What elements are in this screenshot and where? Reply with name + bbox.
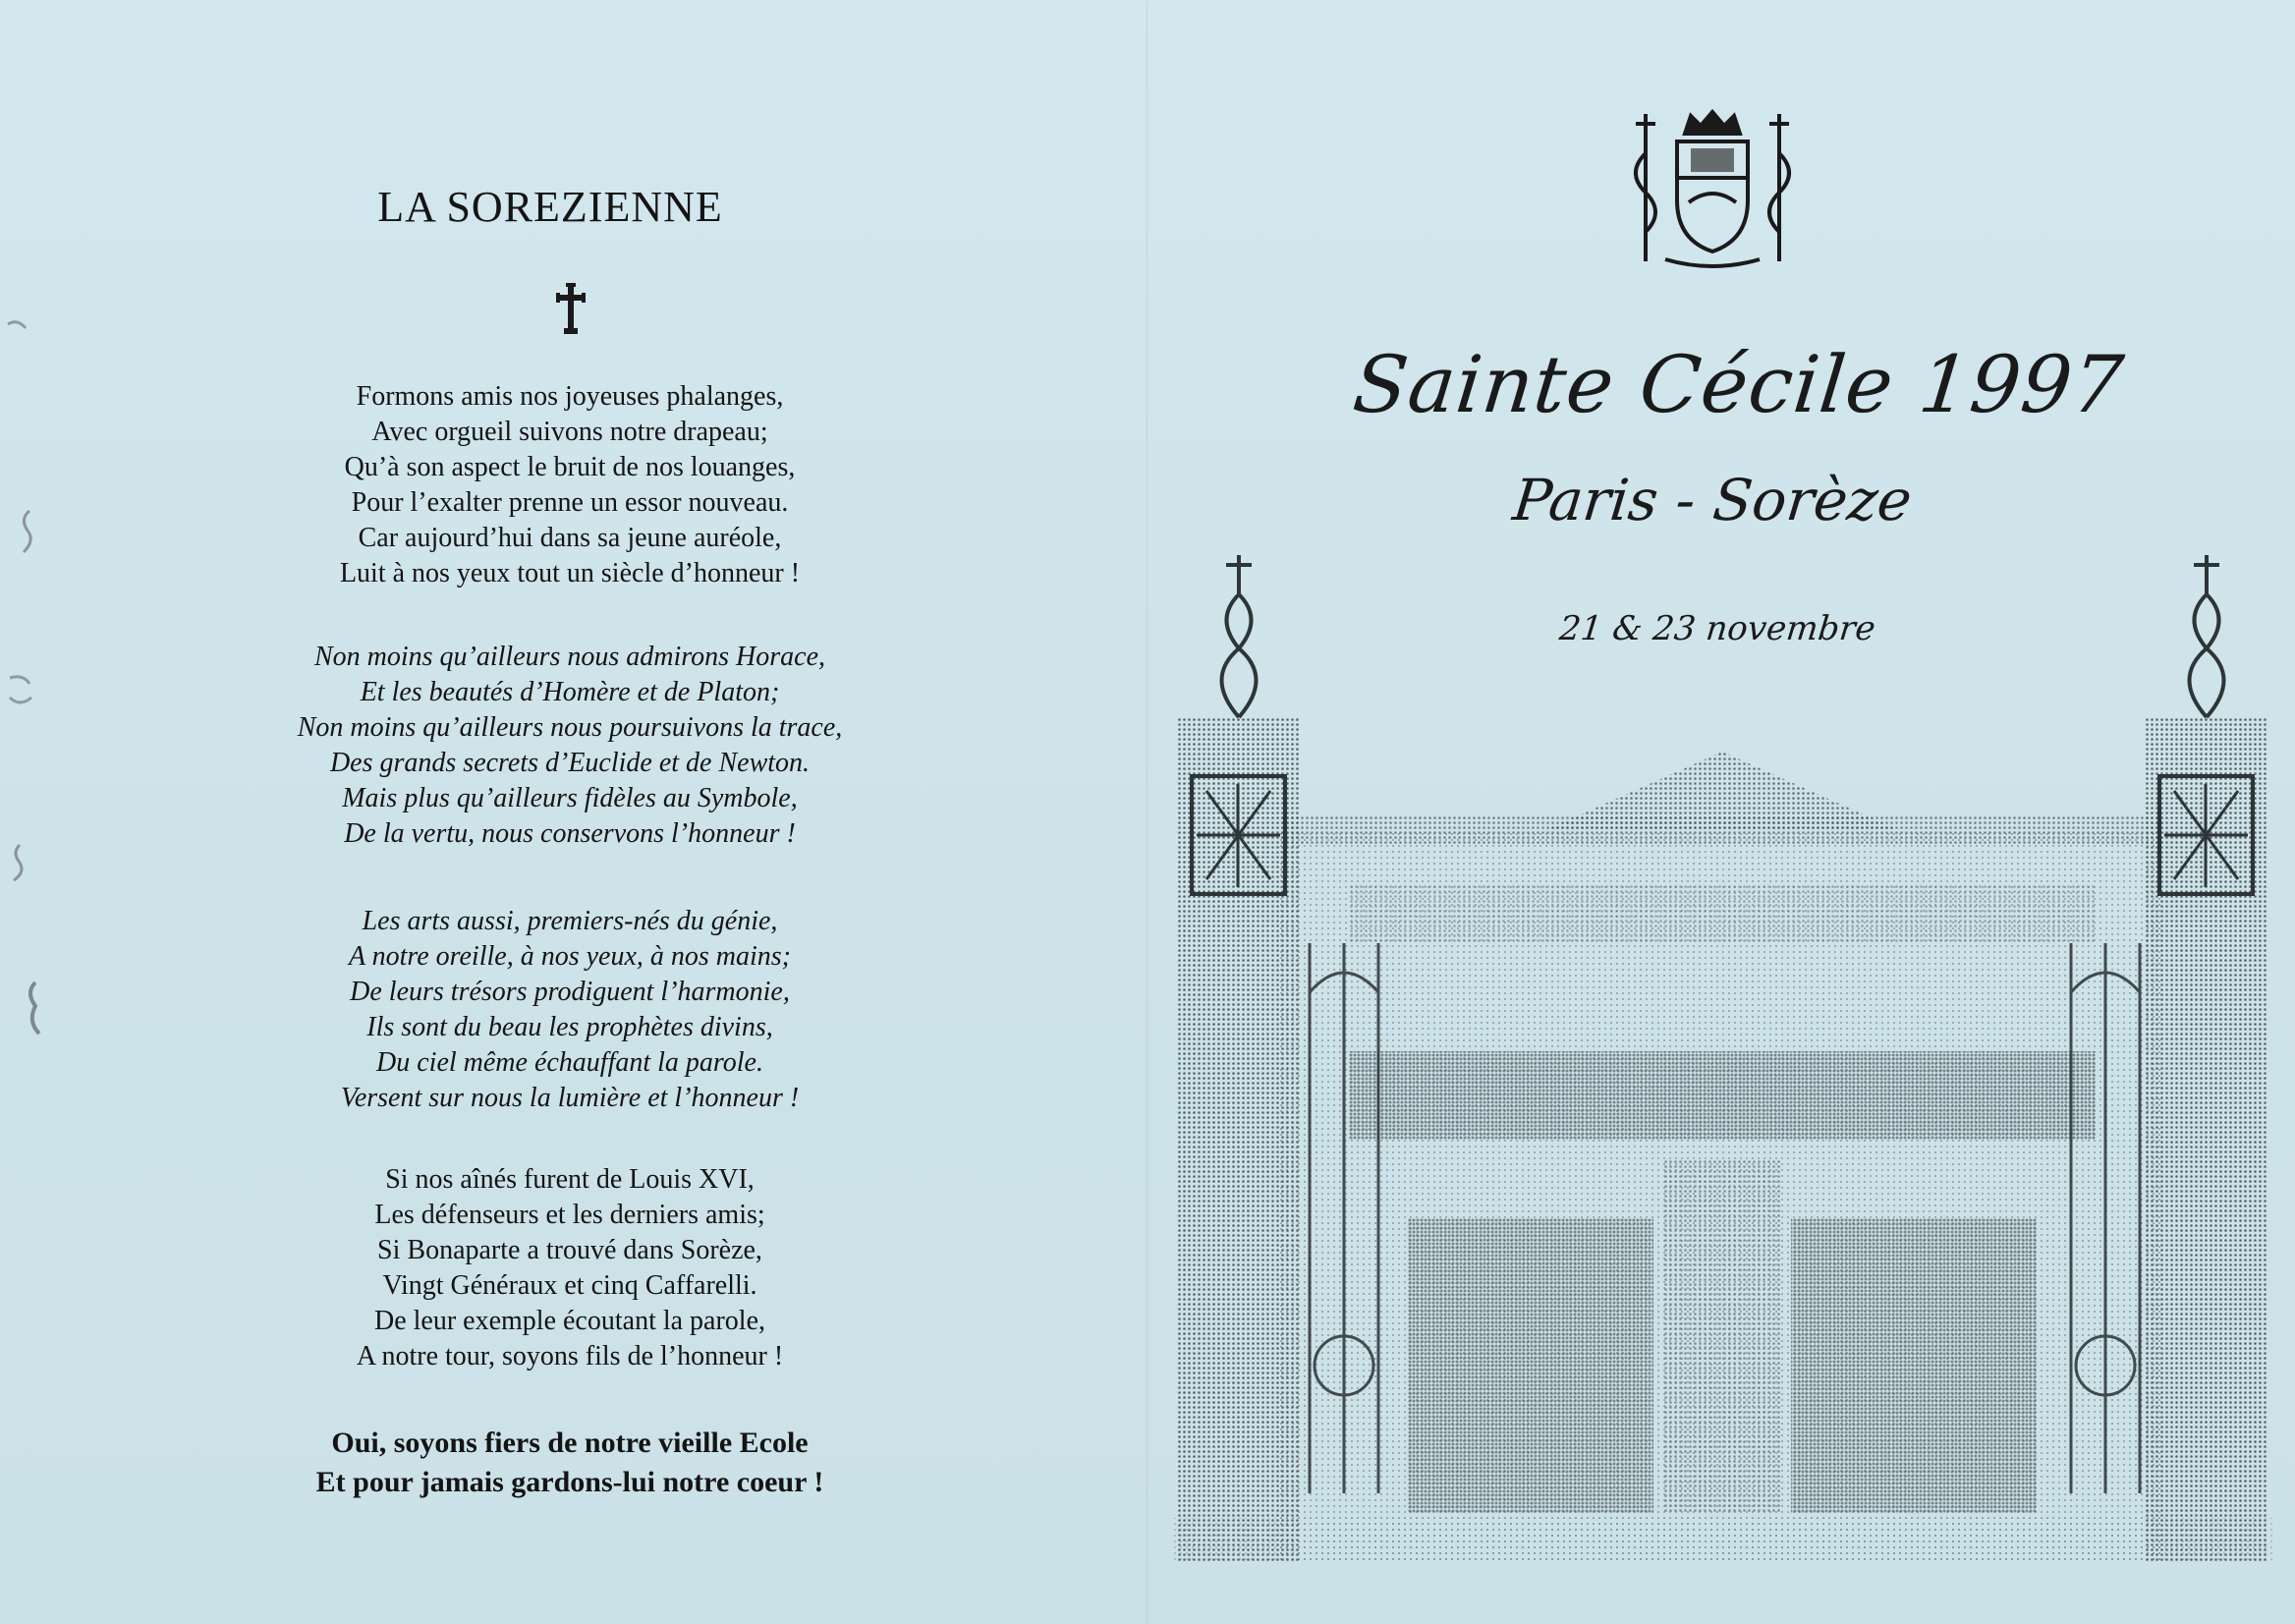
verse-line: De leurs trésors prodiguent l’harmonie,	[350, 977, 790, 1007]
stanza-3	[177, 904, 963, 1116]
right-page	[1148, 0, 2295, 1624]
verse-line: Mais plus qu’ailleurs fidèles au Symbole,	[342, 783, 798, 813]
verse-line: Ils sont du beau les prophètes divins,	[366, 1012, 773, 1042]
verse-line: Non moins qu’ailleurs nous admirons Horace,	[313, 642, 826, 672]
verse-line: Oui, soyons fiers de notre vieille Ecole	[331, 1427, 809, 1459]
verse-line: Si Bonaparte a trouvé dans Sorèze,	[377, 1235, 762, 1265]
gate-illustration	[1172, 531, 2272, 1562]
stanza-2	[177, 640, 963, 852]
verse-line: Luit à nos yeux tout un siècle d’honneur !	[339, 558, 801, 588]
verse-line: Pour l’exalter prenne un essor nouveau.	[351, 487, 789, 518]
verse-line: Versent sur nous la lumière et l’honneur !	[340, 1083, 800, 1113]
stanza-1	[177, 379, 963, 591]
refrain	[177, 1424, 963, 1502]
verse-line: Avec orgueil suivons notre drapeau;	[371, 417, 768, 447]
event-location: Paris - Sorèze	[1509, 467, 1916, 533]
verse-line: Qu’à son aspect le bruit de nos louanges,	[344, 452, 796, 482]
verse-line: De la vertu, nous conservons l’honneur !	[344, 818, 796, 849]
verse-line: A notre tour, soyons fils de l’honneur !	[356, 1341, 784, 1372]
verse-line: Et les beautés d’Homère et de Platon;	[360, 677, 780, 707]
event-title: Sainte Cécile 1997	[1349, 339, 2129, 430]
verse-line: Les arts aussi, premiers-nés du génie,	[362, 906, 778, 936]
event-date: 21 & 23 novembre	[1557, 609, 1877, 648]
poem-title: LA SOREZIENNE	[377, 183, 723, 231]
verse-line: Du ciel même échauffant la parole.	[376, 1047, 763, 1078]
verse-line: A notre oreille, à nos yeux, à nos mains;	[348, 941, 791, 972]
verse-line: Des grands secrets d’Euclide et de Newton.	[329, 748, 811, 778]
verse-line: Vingt Généraux et cinq Caffarelli.	[382, 1270, 757, 1301]
verse-line: Et pour jamais gardons-lui notre coeur !	[315, 1466, 824, 1498]
cross-icon	[556, 283, 586, 334]
verse-line: Formons amis nos joyeuses phalanges,	[356, 381, 784, 412]
scan-edge-marks	[0, 295, 59, 1179]
verse-line: Non moins qu’ailleurs nous poursuivons la trace,	[297, 712, 843, 743]
verse-line: Si nos aînés furent de Louis XVI,	[385, 1164, 755, 1195]
verse-line: De leur exemple écoutant la parole,	[373, 1306, 766, 1336]
verse-line: Car aujourd’hui dans sa jeune auréole,	[358, 523, 782, 553]
verse-line: Les défenseurs et les derniers amis;	[374, 1200, 765, 1230]
stanza-4	[177, 1162, 963, 1374]
coat-of-arms-icon	[1616, 94, 1809, 275]
